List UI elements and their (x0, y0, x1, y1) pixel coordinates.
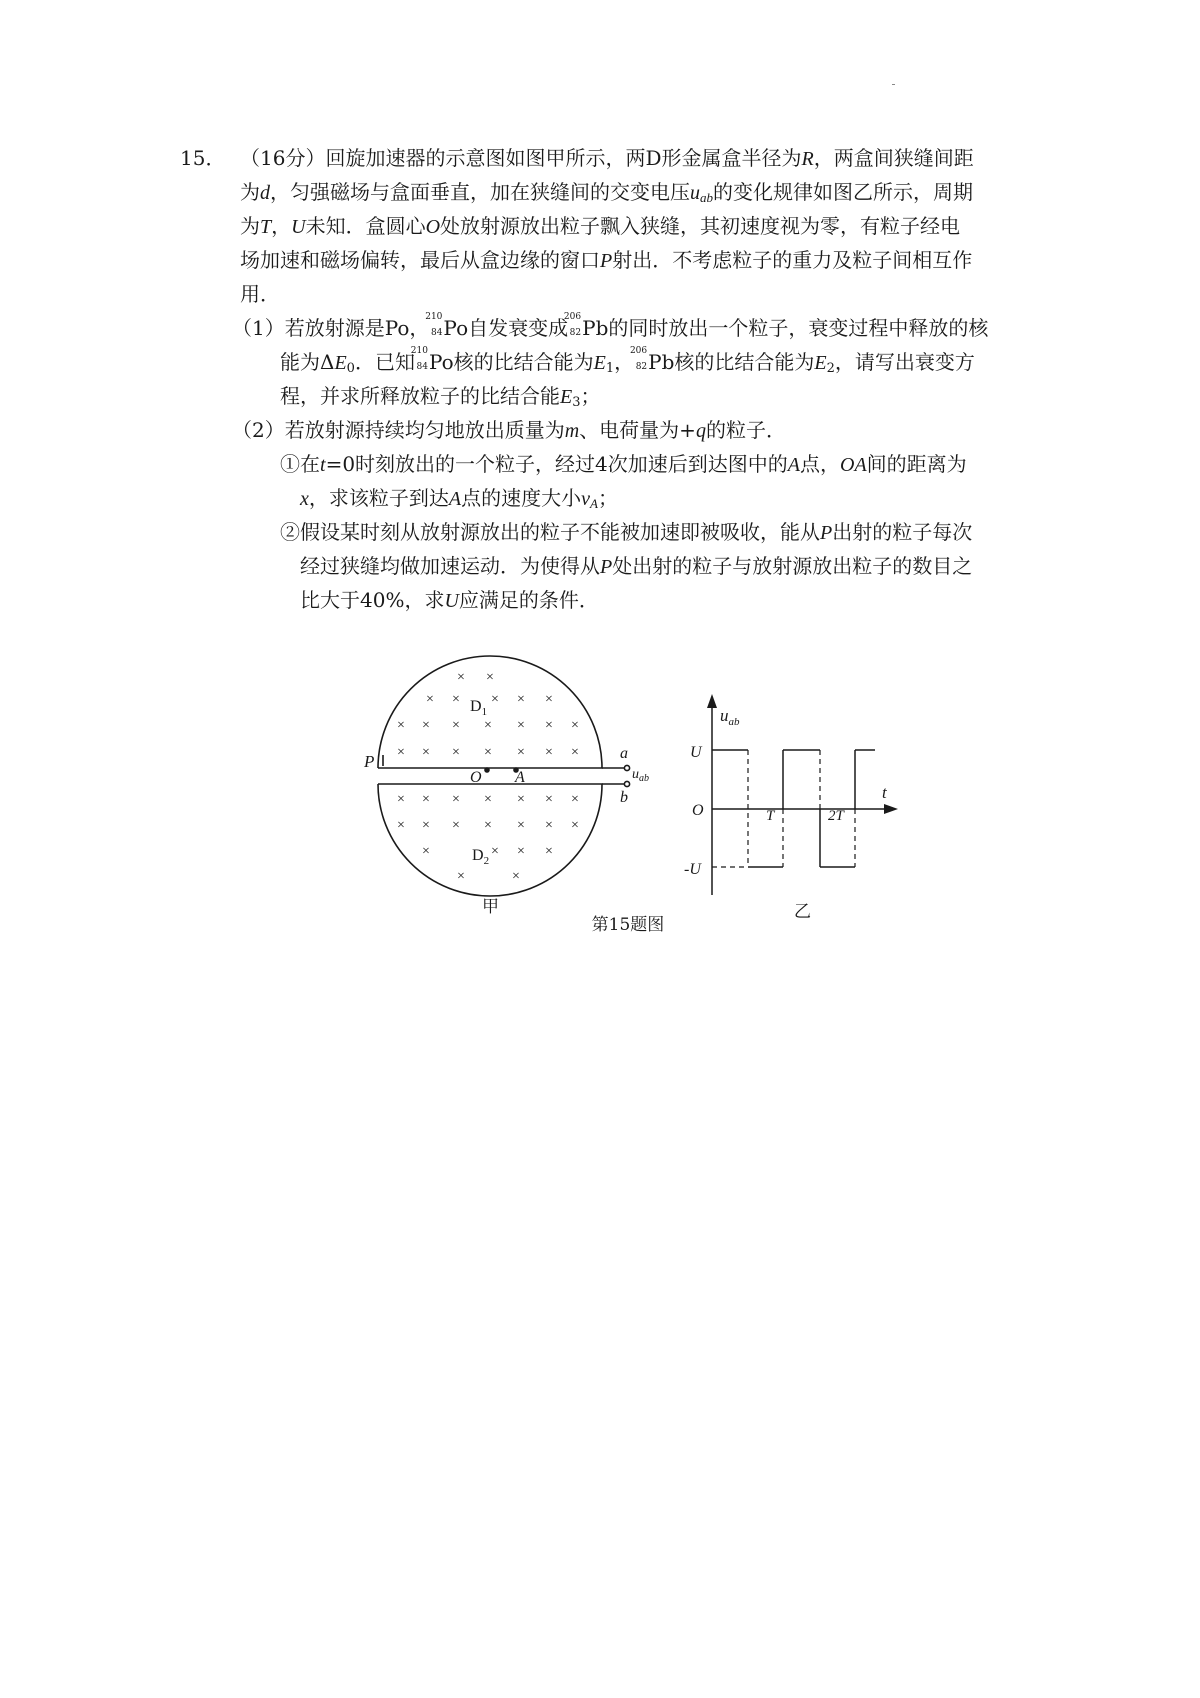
var-E: E (334, 352, 347, 374)
text: 、电荷量为+ (579, 418, 696, 442)
text: ， (271, 214, 292, 238)
field-mark: × (397, 792, 405, 807)
var-P: P (600, 250, 613, 272)
ylabel: $u_{ab}$ (720, 706, 740, 728)
field-mark: × (491, 692, 499, 707)
mass-number: 210 (410, 346, 428, 356)
field-mark: × (397, 718, 405, 733)
text: 间的距离为 (866, 452, 967, 476)
var-R: R (801, 148, 814, 170)
text: 的粒子． (705, 418, 786, 442)
text: ，请写出衰变方 (834, 350, 975, 374)
text: 射出．不考虑粒子的重力及粒子间相互作 (612, 248, 973, 272)
magnetic-field-marks-d1 (397, 670, 579, 760)
text: 处放射源放出粒子飘入狭缝，其初速度视为零，有粒子经电 (440, 214, 961, 238)
var-T: T (260, 216, 272, 238)
var-E: E (593, 352, 606, 374)
text: 核的比结合能为 (674, 350, 815, 374)
text: ①在 (280, 452, 320, 476)
x-axis-arrow (884, 804, 898, 814)
terminal-a (624, 765, 629, 770)
subscript-ab: ab (700, 190, 713, 205)
problem-number: 15． (180, 146, 226, 170)
text: ，匀强磁场与盒面垂直，加在狭缝间的交变电压 (270, 180, 690, 204)
var-A: A (448, 488, 462, 510)
element-pb: Pb (648, 350, 675, 374)
field-mark: × (422, 792, 430, 807)
text: 为 (240, 180, 260, 204)
atomic-number: 82 (569, 328, 582, 338)
var-u: u (690, 182, 700, 204)
field-mark: × (422, 718, 430, 733)
field-mark: × (422, 818, 430, 833)
text: 应满足的条件． (458, 588, 599, 612)
field-mark: × (571, 792, 579, 807)
field-mark: × (484, 792, 492, 807)
var-E: E (560, 386, 573, 408)
var-O: O (425, 216, 441, 238)
y-axis-arrow (707, 694, 717, 708)
element-pb: Pb (582, 316, 609, 340)
field-mark: × (457, 670, 465, 685)
text: 自发衰变成 (468, 316, 569, 340)
field-mark: × (457, 869, 465, 884)
field-mark: × (545, 718, 553, 733)
var-A: A (787, 454, 800, 476)
field-mark: × (484, 818, 492, 833)
atomic-number: 84 (416, 362, 428, 372)
field-mark: × (545, 792, 553, 807)
text: 处出射的粒子与放射源放出粒子的数目之 (612, 554, 973, 578)
field-mark: × (422, 745, 430, 760)
field-mark: × (452, 718, 460, 733)
field-mark: × (571, 718, 579, 733)
field-mark: × (571, 745, 579, 760)
text: 点的速度大小 (461, 486, 582, 510)
field-mark: × (452, 692, 460, 707)
voltage-waveform (684, 694, 898, 921)
field-mark: × (512, 869, 520, 884)
tick-negU: -U (684, 861, 701, 878)
label-A: A (515, 769, 525, 786)
mass-number: 206 (629, 346, 648, 356)
field-mark: × (545, 844, 553, 859)
field-mark: × (422, 844, 430, 859)
text: ．已知 (354, 350, 415, 374)
var-q: q (695, 420, 706, 442)
field-mark: × (484, 745, 492, 760)
var-x: x (300, 488, 309, 510)
caption-jia: 甲 (482, 897, 499, 916)
tick-U: U (690, 744, 702, 761)
field-mark: × (545, 818, 553, 833)
var-U: U (291, 216, 306, 238)
var-v: v (581, 488, 590, 510)
field-mark: × (397, 745, 405, 760)
text: ， (614, 350, 635, 374)
var-P: P (820, 522, 833, 544)
var-E: E (814, 352, 827, 374)
subscript: 3 (572, 395, 581, 410)
text: 核的比结合能为 (453, 350, 594, 374)
field-mark: × (571, 818, 579, 833)
tick-T: T (766, 808, 775, 824)
element-po: Po (428, 350, 454, 374)
var-t: t (320, 454, 326, 476)
figure-caption: 第15题图 (591, 915, 665, 935)
var-OA: OA (840, 454, 867, 476)
text: 用． (240, 282, 280, 306)
text: （1）若放射源是Po， (232, 316, 430, 340)
field-mark: × (484, 718, 492, 733)
field-mark: × (452, 792, 460, 807)
subscript-A: A (590, 496, 598, 511)
label-D1: $D_1$ (470, 698, 488, 718)
terminal-b (624, 781, 629, 786)
field-mark: × (517, 844, 525, 859)
label-a: a (620, 745, 628, 762)
field-mark: × (517, 745, 525, 760)
var-U: U (444, 590, 459, 612)
text: 能为Δ (280, 350, 335, 374)
text: 点， (800, 452, 840, 476)
text: 为 (240, 214, 260, 238)
atomic-number: 82 (635, 362, 648, 372)
text: 出射的粒子每次 (832, 520, 973, 544)
field-mark: × (545, 692, 553, 707)
label-uab: $u_{ab}$ (632, 767, 649, 784)
mass-number: 206 (563, 312, 582, 322)
field-mark: × (426, 692, 434, 707)
field-mark: × (517, 818, 525, 833)
label-O: O (470, 769, 482, 786)
text: =0时刻放出的一个粒子，经过4次加速后到达图中的 (325, 452, 788, 476)
caption-yi: 乙 (794, 902, 811, 921)
text: 经过狭缝均做加速运动．为使得从 (300, 554, 600, 578)
subscript: 2 (826, 361, 835, 376)
xlabel: t (882, 783, 887, 802)
field-mark: × (517, 718, 525, 733)
label-b: b (620, 789, 628, 806)
var-m: m (564, 420, 580, 442)
field-mark: × (452, 818, 460, 833)
text: 的同时放出一个粒子，衰变过程中释放的核 (608, 316, 989, 340)
text: ； (597, 486, 618, 510)
var-d: d (260, 182, 270, 204)
text: ，两盒间狭缝间距 (813, 146, 974, 170)
field-mark: × (517, 792, 525, 807)
field-mark: × (491, 844, 499, 859)
field-mark: × (517, 692, 525, 707)
text: 的变化规律如图乙所示，周期 (713, 180, 973, 204)
field-mark: × (452, 745, 460, 760)
subscript: 0 (346, 361, 355, 376)
element-po: Po (443, 316, 469, 340)
text: （2）若放射源持续均匀地放出质量为 (232, 418, 565, 442)
field-mark: × (397, 818, 405, 833)
tick-2T: 2T (828, 808, 844, 824)
label-D2: $D_2$ (472, 847, 490, 867)
origin-O: O (692, 802, 704, 819)
text: ； (580, 384, 601, 408)
text: 程，并求所释放粒子的比结合能 (280, 384, 560, 408)
text: 比大于40%，求 (300, 588, 445, 612)
field-mark: × (545, 745, 553, 760)
field-mark: × (486, 670, 494, 685)
text: （16分）回旋加速器的示意图如图甲所示，两D形金属盒半径为 (240, 146, 802, 170)
text: 未知．盒圆心 (305, 214, 426, 238)
var-P: P (600, 556, 613, 578)
subscript: 1 (605, 361, 615, 376)
point-O (484, 767, 490, 773)
text: ，求该粒子到达 (308, 486, 449, 510)
atomic-number: 84 (430, 328, 443, 338)
magnetic-field-marks-d2 (397, 792, 579, 884)
mass-number: 210 (425, 312, 443, 322)
text: 场加速和磁场偏转，最后从盒边缘的窗口 (240, 248, 600, 272)
label-P: P (364, 752, 375, 771)
text: ②假设某时刻从放射源放出的粒子不能被加速即被吸收，能从 (280, 520, 820, 544)
